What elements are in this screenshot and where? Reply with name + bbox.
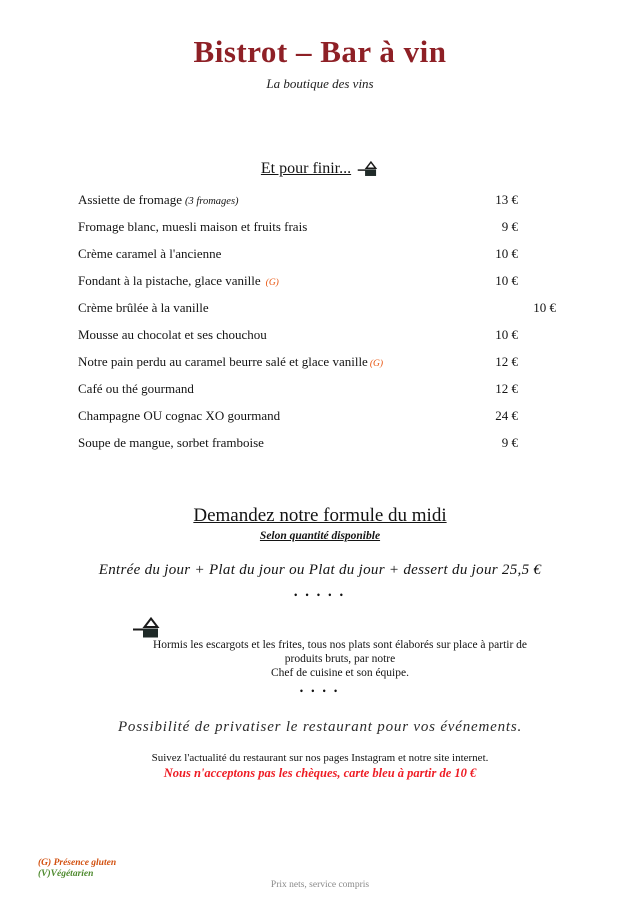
menu-item-name xyxy=(78,192,241,208)
menu-item-row xyxy=(78,273,518,300)
menu-item-row xyxy=(78,354,518,381)
formule-offer: Entrée du jour + Plat du jour ou Plat du jour + dessert du jour 25,5 € xyxy=(98,562,542,578)
menu-item-price: 12 € xyxy=(495,381,518,396)
menu-item-name xyxy=(78,435,269,451)
homemade-line: Chef de cuisine et son équipe. xyxy=(271,667,409,679)
homemade-line: Hormis les escargots et les frites, tous nos plats sont élaborés sur place à partir de xyxy=(152,639,528,651)
menu-item-price: 9 € xyxy=(501,219,518,234)
allergen-marker: (G) xyxy=(369,359,384,369)
menu-item-price: 13 € xyxy=(495,192,518,207)
menu-item-price: 24 € xyxy=(495,408,518,423)
pricing-note: Prix nets, service compris xyxy=(270,880,370,890)
page-title: Bistrot – Bar à vin xyxy=(193,34,447,69)
homemade-statement xyxy=(140,638,540,680)
payment-notice: Nous n'acceptons pas les chèques, carte bleu à partir de 10 € xyxy=(163,766,477,780)
menu-item-row xyxy=(78,219,518,246)
dots-separator: • • • • • xyxy=(294,590,346,600)
formule-heading: Demandez notre formule du midi xyxy=(193,505,447,526)
menu-item-price: 9 € xyxy=(501,435,518,450)
desserts-section-heading xyxy=(0,160,640,178)
allergen-marker: (G) xyxy=(265,278,279,288)
item-text: Café ou thé gourmand xyxy=(78,381,194,396)
item-text: Notre pain perdu au caramel beurre salé et glace vanille xyxy=(78,354,368,369)
dots-separator: • • • • xyxy=(299,686,341,696)
social-note: Suivez l'actualité du restaurant sur nos pages Instagram et notre site internet. xyxy=(151,752,489,764)
menu-item-name xyxy=(78,327,272,343)
vegetarian-legend: (V)Végétarien xyxy=(38,869,94,879)
menu-item-row xyxy=(78,381,518,408)
menu-item-name xyxy=(78,300,214,316)
menu-item-name xyxy=(78,354,383,370)
menu-item-row xyxy=(78,408,518,435)
menu-item-price: 10 € xyxy=(533,300,556,315)
item-text: Fromage blanc, muesli maison et fruits frais xyxy=(78,219,308,234)
item-text: Crème brûlée à la vanille xyxy=(78,300,209,315)
item-note: (3 fromages) xyxy=(184,196,239,207)
menu-item-name xyxy=(78,273,279,289)
menu-item-row xyxy=(78,300,556,327)
menu-item-name xyxy=(78,381,199,397)
menu-item-row xyxy=(78,246,518,273)
item-text: Crème caramel à l'ancienne xyxy=(78,246,222,261)
formule-availability: Selon quantité disponible xyxy=(259,530,381,542)
item-text: Assiette de fromage xyxy=(78,192,182,207)
menu-item-price: 10 € xyxy=(495,273,518,288)
menu-item-row xyxy=(78,435,518,462)
item-text: Soupe de mangue, sorbet framboise xyxy=(78,435,264,450)
menu-item-name xyxy=(78,408,285,424)
item-text: Mousse au chocolat et ses chouchou xyxy=(78,327,267,342)
menu-item-price: 10 € xyxy=(495,327,518,342)
desserts-heading-text: Et pour finir... xyxy=(260,160,352,177)
menu-item-row xyxy=(78,327,518,354)
menu-item-name xyxy=(78,219,312,235)
gluten-legend: (G) Présence gluten xyxy=(38,858,117,868)
item-text: Fondant à la pistache, glace vanille xyxy=(78,273,261,288)
page-subtitle: La boutique des vins xyxy=(266,76,374,91)
menu-item-row xyxy=(78,192,518,219)
fait-maison-icon xyxy=(357,160,379,178)
menu-item-name xyxy=(78,246,226,262)
item-text: Champagne OU cognac XO gourmand xyxy=(78,408,281,423)
menu-item-price: 10 € xyxy=(495,246,518,261)
menu-item-price: 12 € xyxy=(495,354,518,369)
homemade-line: produits bruts, par notre xyxy=(284,653,396,665)
privatisation-note: Possibilité de privatiser le restaurant pour vos événements. xyxy=(117,719,523,735)
desserts-list xyxy=(78,192,556,462)
